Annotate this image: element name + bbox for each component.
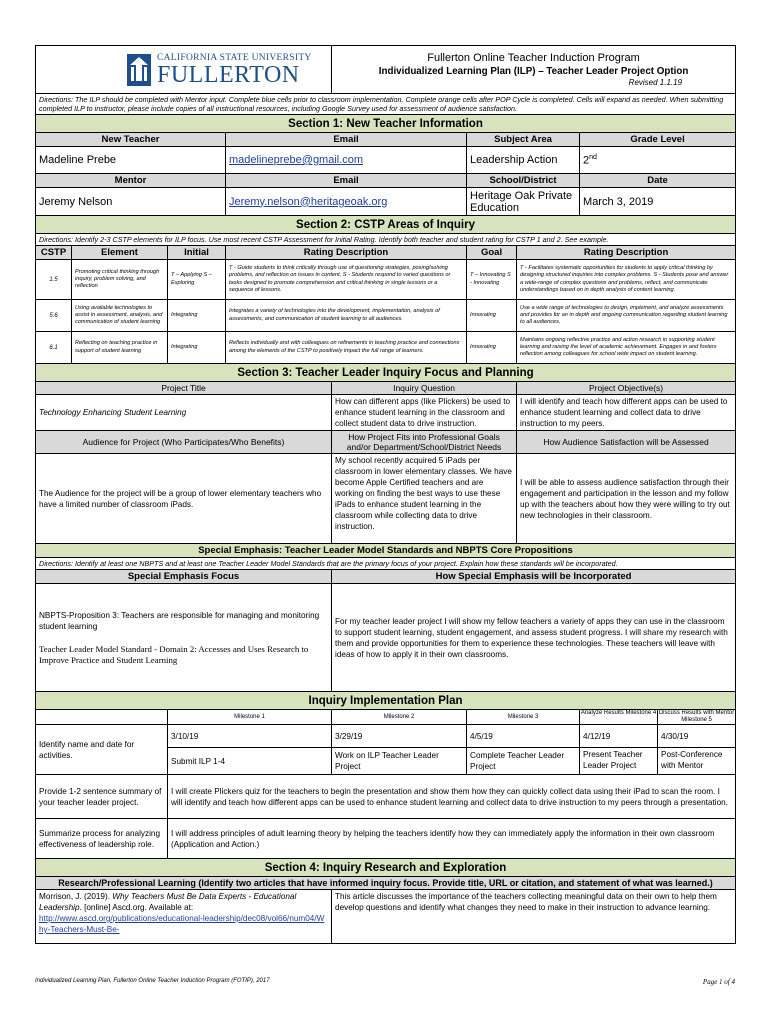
cstp-initial: T – Applying S – Exploring (168, 260, 226, 300)
logo-bottom-text: FULLERTON (157, 61, 300, 88)
page-footer (35, 978, 735, 984)
cstp-row (36, 300, 736, 332)
summary-value[interactable]: I will create Plickers quiz for the teachers to begin the presentation and show them how they can quickly collect data using their iPad to scan the room. I will identify and teach how different apps can be used to enhance student learning and collect data to drive instruction to my peers through a presentation. (168, 775, 736, 819)
program-title: Fullerton Online Teacher Induction Program (427, 52, 640, 64)
col-element: Element (72, 246, 168, 260)
logo-cell (36, 46, 332, 94)
section2-directions: Directions: Identify 2-3 CSTP elements for ILP focus. Use most recent CSTP Assessment for Initial Rating. Identify both teacher and student rating for CSTP 1 and 2. See example. (36, 234, 736, 246)
col-date: Date (580, 174, 736, 188)
citation-cell (36, 890, 332, 944)
ilp-document (35, 45, 735, 944)
col-special-focus: Special Emphasis Focus (36, 570, 332, 584)
cstp-initial: Integrating (168, 332, 226, 364)
milestone-1-activity[interactable]: Submit ILP 1-4 (168, 748, 332, 775)
teacher-leader-standard: Teacher Leader Model Standard - Domain 2: Accesses and Uses Research to Improve Practice and Student Learning (39, 643, 309, 665)
milestone-3-head: Milestone 3 (467, 710, 580, 725)
milestone-4-5-activities (580, 748, 736, 775)
col-project-title: Project Title (36, 382, 332, 395)
special-focus-cell[interactable] (36, 584, 332, 692)
col-new-teacher: New Teacher (36, 133, 226, 147)
cstp-initial-description: Integrates a variety of technologies into the development, implementation, analysis of assessments, and communication of student learning to all audiences. (226, 300, 467, 332)
citation-rest: . [online] Ascd.org. Available at: (79, 903, 194, 912)
grade-level-value: 2 (583, 154, 590, 167)
cstp-element: Reflecting on teaching practice in support of student learning (72, 332, 168, 364)
col-rating-description: Rating Description (226, 246, 467, 260)
milestone-3-date[interactable]: 4/5/19 (467, 725, 580, 748)
special-incorporated-value[interactable]: For my teacher leader project I will show my fellow teachers a variety of apps they can use in the classroom to support student learning, student engagement, and assess student progress. I will share my research with them and provide opportunities for them to experience these technologies. These teachers will leave with ideas of how to apply it in their own classrooms. (332, 584, 736, 692)
milestone-4-5-head (580, 710, 736, 725)
col-grade-level: Grade Level (580, 133, 736, 147)
milestone-2-head: Milestone 2 (332, 710, 467, 725)
col-goal: Goal (467, 246, 517, 260)
implementation-plan-title: Inquiry Implementation Plan (36, 692, 736, 710)
milestone-3-activity[interactable]: Complete Teacher Leader Project (467, 748, 580, 775)
section4-title: Section 4: Inquiry Research and Exploration (36, 859, 736, 877)
col-inquiry-question: Inquiry Question (332, 382, 517, 395)
teacher-email-link[interactable]: madelineprebe@gmail.com (229, 154, 364, 166)
col-school-district: School/District (467, 174, 580, 188)
teacher-email-cell[interactable] (226, 147, 467, 174)
research-head: Research/Professional Learning (Identify two articles that have informed inquiry focus. Provide title, URL or citation, and statement of what was learned.) (36, 877, 736, 890)
cstp-initial: Integrating (168, 300, 226, 332)
cstp-number: 6.1 (36, 332, 72, 364)
cstp-goal: T – Innovating S - Innovating (467, 260, 517, 300)
milestone-5-date[interactable]: 4/30/19 (661, 731, 689, 741)
citation-url[interactable]: http://www.ascd.org/publications/educational-leadership/dec08/vol66/num04/Why-Teachers-Must-Be- (39, 914, 325, 934)
nbpts-proposition: NBPTS-Proposition 3: Teachers are responsible for managing and monitoring student learning (39, 610, 320, 631)
mentor-email-link[interactable]: Jeremy.nelson@heritageoak.org (229, 195, 388, 208)
project-fit-value[interactable]: My school recently acquired 5 iPads per classroom in lower elementary classes. We have become Apple Certified teachers and are working on finding the best ways to use these iPads to enhance student learning in the classroom while collecting data to drive instruction. (332, 454, 517, 544)
cstp-goal-description: Maintains ongoing reflective practice and action research in supporting student learning and raising the level of academic achievement. Engages in and fosters reflection among colleagues for school wide impact on student learning. (517, 332, 736, 364)
inquiry-question-value[interactable]: How can different apps (like Plickers) be used to enhance student learning in the classroom and collect student data to drive instruction. (332, 395, 517, 431)
cstp-element: Promoting critical thinking through inquiry, problem solving, and reflection (72, 260, 168, 300)
grade-level-suffix: nd (589, 153, 597, 161)
special-emphasis-directions: Directions: Identify at least one NBPTS and at least one Teacher Leader Model Standards that are the primary focus of your project. Explain how these standards will be incorporated. (36, 558, 736, 570)
col-email: Email (226, 133, 467, 147)
date-value[interactable]: March 3, 2019 (580, 188, 736, 216)
project-objective-value[interactable]: I will identify and teach how different apps can be used to enhance student learning and collect data to drive instruction to my peers. (517, 395, 736, 431)
col-subject-area: Subject Area (467, 133, 580, 147)
cstp-goal-description: T - Facilitates systematic opportunities for students to apply critical thinking by designing structured inquiries into complex problems. S - Students pose and answer a wide-range of complex questions and problems, reflect, and communicate understandings based on in depth analysis of content learning. (517, 260, 736, 300)
process-label: Summarize process for analyzing effectiveness of leadership role. (36, 819, 168, 859)
mentor-name[interactable]: Jeremy Nelson (36, 188, 226, 216)
section1-title: Section 1: New Teacher Information (36, 115, 736, 133)
revised-label: Revised 1.1.19 (628, 78, 683, 87)
milestone-5-activity[interactable]: Post-Conference with Mentor (661, 750, 723, 770)
col-audience-satisfaction: How Audience Satisfaction will be Assessed (517, 431, 736, 454)
section3-title: Section 3: Teacher Leader Inquiry Focus and Planning (36, 364, 736, 382)
audience-satisfaction-value[interactable]: I will be able to assess audience satisfaction through their engagement and participation in the lesson and my follow up with the teachers about how they were willing to try out new technologies in their classroom. (517, 454, 736, 544)
col-mentor: Mentor (36, 174, 226, 188)
milestone-4-5-dates (580, 725, 736, 748)
citation-title: Why Teachers Must Be Data Experts - Educational Leadership (39, 892, 297, 912)
learned-value[interactable]: This article discusses the importance of the teachers collecting meaningful data on their own to help them develop questions and identify what changes they need to make in their instruction to advance learning. (332, 890, 736, 944)
mentor-email-cell[interactable] (226, 188, 467, 216)
milestone-4-head: Analyze Results Milestone 4 (580, 710, 658, 724)
col-mentor-email: Email (226, 174, 467, 188)
logo-top-text: CALIFORNIA STATE UNIVERSITY (157, 52, 312, 63)
citation-author: Morrison, J. (2019). (39, 892, 110, 901)
ilp-table (35, 45, 736, 944)
identify-activities-label: Identify name and date for activities. (36, 725, 168, 775)
col-project-objectives: Project Objective(s) (517, 382, 736, 395)
milestone-4-date[interactable]: 4/12/19 (580, 725, 658, 747)
section2-title: Section 2: CSTP Areas of Inquiry (36, 216, 736, 234)
col-goal-rating-description: Rating Description (517, 246, 736, 260)
special-emphasis-title: Special Emphasis: Teacher Leader Model Standards and NBPTS Core Propositions (36, 544, 736, 558)
cstp-goal: Innovating (467, 332, 517, 364)
milestone-2-date[interactable]: 3/29/19 (332, 725, 467, 748)
project-title-value[interactable]: Technology Enhancing Student Learning (36, 395, 332, 431)
milestone-4-activity[interactable]: Present Teacher Leader Project (580, 748, 658, 774)
milestone-corner (36, 710, 168, 725)
school-district-value[interactable]: Heritage Oak Private Education (467, 188, 580, 216)
cstp-row (36, 332, 736, 364)
footer-left: Individualized Learning Plan, Fullerton Online Teacher Induction Program (FOTIP), 2017 (35, 978, 270, 984)
milestone-1-date[interactable]: 3/10/19 (168, 725, 332, 748)
audience-value[interactable]: The Audience for the project will be a group of lower elementary teachers who have a limited number of classroom iPads. (36, 454, 332, 544)
summary-label: Provide 1-2 sentence summary of your teacher leader project. (36, 775, 168, 819)
col-special-incorporated: How Special Emphasis will be Incorporated (332, 570, 736, 584)
process-value[interactable]: I will address principles of adult learning theory by helping the teachers identify how they can immediately apply the information in their own classroom (Application and Action.) (168, 819, 736, 859)
milestone-1-head: Milestone 1 (168, 710, 332, 725)
cstp-initial-description: T - Guide students to think critically through use of questioning strategies, posing/solving problems, and reflection on issues in content. S - Students respond to varied questions or tasks designed to promote comprehension and critical thinking in single lessons or a sequence of lessons. (226, 260, 467, 300)
cstp-goal-description: Use a wide range of technologies to design, implement, and analyze assessments and provides for an in depth and ongoing communication regarding student learning to all audiences. (517, 300, 736, 332)
col-project-fit: How Project Fits into Professional Goals and/or Department/School/District Needs (332, 431, 517, 454)
col-initial: Initial (168, 246, 226, 260)
col-audience: Audience for Project (Who Participates/Who Benefits) (36, 431, 332, 454)
plan-title: Individualized Learning Plan (ILP) – Teacher Leader Project Option (378, 66, 689, 77)
subject-area-value[interactable]: Leadership Action (467, 147, 580, 174)
milestone-2-activity[interactable]: Work on ILP Teacher Leader Project (332, 748, 467, 775)
page-number: Page 1 of 4 (702, 978, 735, 986)
col-cstp: CSTP (36, 246, 72, 260)
cstp-goal: Innovating (467, 300, 517, 332)
milestone-5-head: Discuss Results with Mentor Milestone 5 (658, 710, 735, 723)
cstp-initial-description: Reflects individually and with colleagues on refinements in teaching practice and connections among the elements of the CSTP to positively impact the full range of learners. (226, 332, 467, 364)
cstp-number: 1.5 (36, 260, 72, 300)
university-seal-icon (126, 53, 152, 87)
directions-text: Directions: The ILP should be completed with Mentor input. Complete blue cells prior to classroom implementation. Complete orange cells after POP Cycle is completed. Cells will expand as needed. When submitting completed ILP to instructor, please include copies of all instructional resources, including Google Survey used for assessment of audience satisfaction. (36, 94, 736, 115)
program-title-cell (332, 46, 736, 94)
new-teacher-name[interactable]: Madeline Prebe (36, 147, 226, 174)
cstp-row (36, 260, 736, 300)
cstp-number: 5.6 (36, 300, 72, 332)
grade-level-cell[interactable] (580, 147, 736, 174)
cstp-element: Using available technologies to assist in assessment, analysis, and communication of student learning (72, 300, 168, 332)
